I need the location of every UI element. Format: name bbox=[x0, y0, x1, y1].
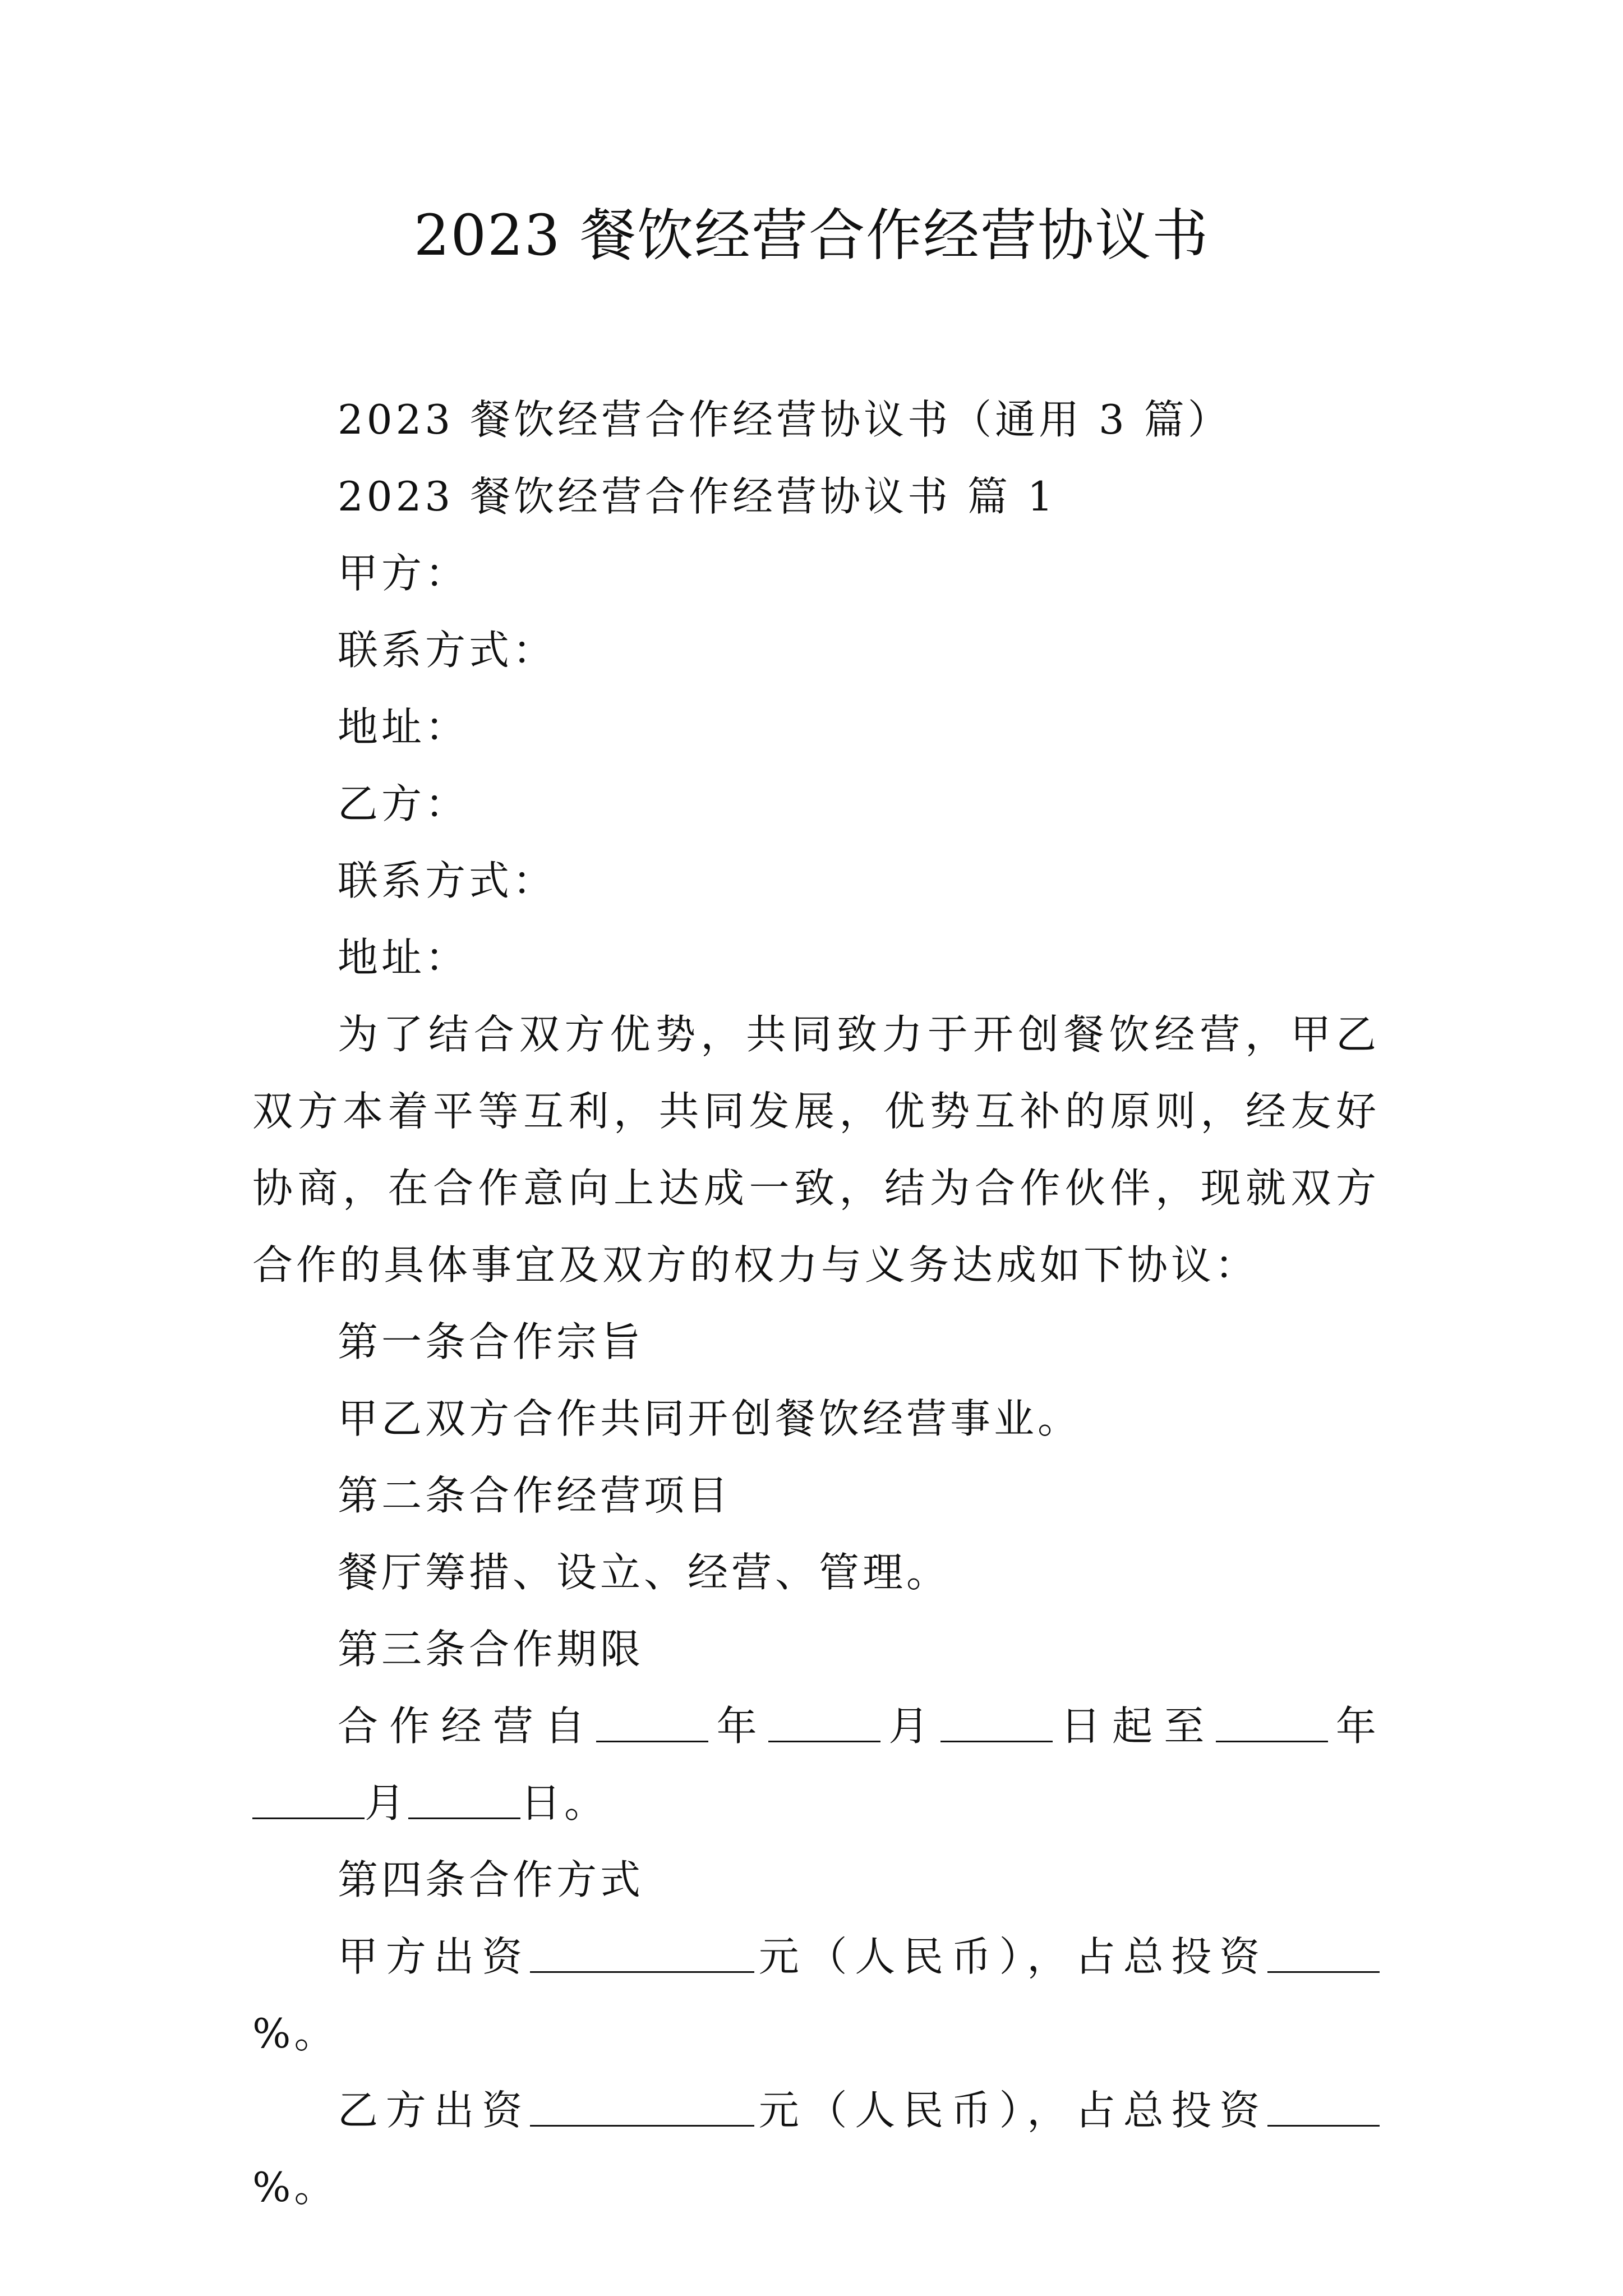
day-end-text: 日。 bbox=[520, 1779, 608, 1826]
party-a-invest-label: 甲方出资 bbox=[338, 1933, 530, 1980]
party-a-investment bbox=[252, 1918, 1380, 2072]
party-b-contact-label: 联系方式： bbox=[338, 857, 557, 904]
party-b-percent-blank bbox=[1267, 2089, 1380, 2127]
currency-text: 元（人民币），占总投资 bbox=[754, 1933, 1267, 1980]
article-1-text: 甲乙双方合作共同开创餐饮经营事业。 bbox=[338, 1395, 1082, 1442]
article-2-text: 餐厅筹措、设立、经营、管理。 bbox=[338, 1549, 951, 1596]
article-2-heading: 第二条合作经营项目 bbox=[338, 1472, 732, 1519]
party-a-amount-blank bbox=[530, 1935, 754, 1973]
end-day-blank bbox=[408, 1782, 520, 1819]
start-day-blank bbox=[940, 1705, 1053, 1742]
month-unit: 月 bbox=[880, 1703, 940, 1750]
day-from-text: 日起至 bbox=[1052, 1703, 1216, 1750]
start-year-blank bbox=[596, 1705, 708, 1742]
document-body bbox=[252, 381, 1380, 2226]
party-a-contact-label: 联系方式： bbox=[338, 627, 557, 674]
percent-sign: %。 bbox=[252, 2164, 338, 2211]
article-4-heading: 第四条合作方式 bbox=[338, 1856, 644, 1903]
article-3-term bbox=[252, 1688, 1380, 1842]
term-start-text: 合作经营自 bbox=[338, 1703, 597, 1750]
party-a-percent-blank bbox=[1267, 1935, 1380, 1973]
party-b-amount-blank bbox=[530, 2089, 754, 2127]
end-year-blank bbox=[1216, 1705, 1328, 1742]
party-a-address-label: 地址： bbox=[338, 703, 469, 751]
party-b-address-label: 地址： bbox=[338, 934, 469, 981]
document-subtitle: 2023 餐饮经营合作经营协议书（通用 3 篇） bbox=[338, 396, 1232, 443]
end-month-blank bbox=[252, 1782, 365, 1819]
party-a-label: 甲方： bbox=[338, 550, 469, 597]
currency-text: 元（人民币），占总投资 bbox=[754, 2087, 1267, 2134]
party-b-invest-label: 乙方出资 bbox=[338, 2087, 530, 2134]
percent-sign: %。 bbox=[252, 2010, 338, 2057]
month-unit: 月 bbox=[365, 1779, 409, 1826]
article-1-heading: 第一条合作宗旨 bbox=[338, 1318, 644, 1365]
start-month-blank bbox=[768, 1705, 880, 1742]
party-b-investment bbox=[252, 2072, 1380, 2226]
article-3-heading: 第三条合作期限 bbox=[338, 1626, 644, 1673]
intro-paragraph: 为了结合双方优势，共同致力于开创餐饮经营，甲乙双方本着平等互利，共同发展，优势互补的原则，经友好协商，在合作意向上达成一致，结为合作伙伴，现就双方合作的具体事宜及双方的权力与义务达成如下协议： bbox=[252, 1011, 1380, 1289]
year-unit: 年 bbox=[708, 1703, 768, 1750]
part-heading: 2023 餐饮经营合作经营协议书 篇 1 bbox=[338, 473, 1057, 520]
party-b-label: 乙方： bbox=[338, 780, 469, 827]
document-title: 2023 餐饮经营合作经营协议书 bbox=[413, 203, 1210, 268]
year-unit: 年 bbox=[1327, 1703, 1380, 1750]
